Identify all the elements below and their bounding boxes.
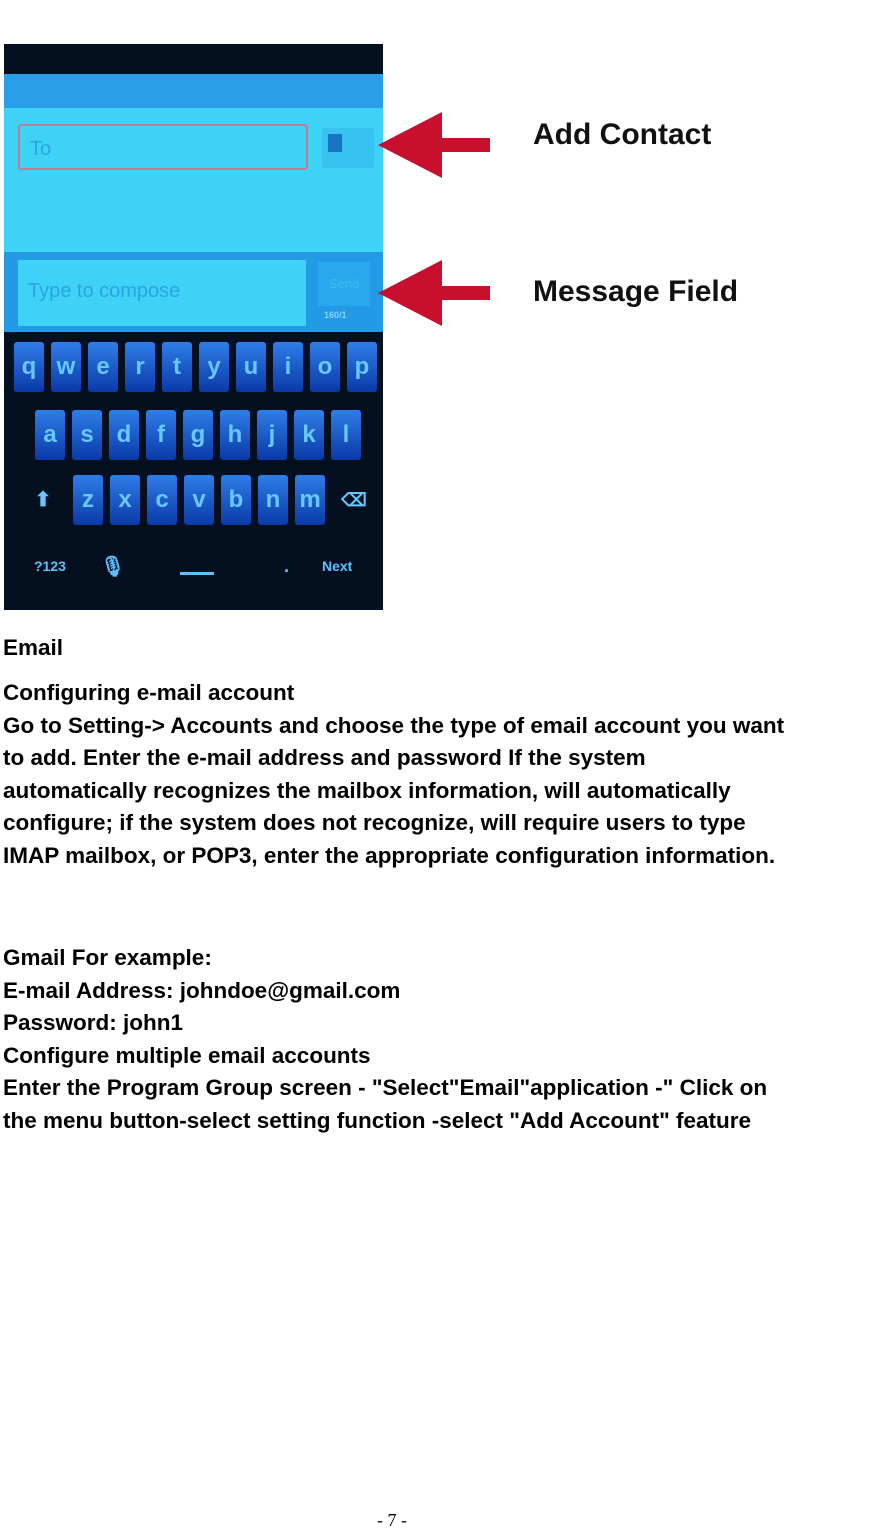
key-z[interactable]: z <box>73 475 103 525</box>
key-x[interactable]: x <box>110 475 140 525</box>
char-counter: 160/1 <box>324 310 347 320</box>
key-r[interactable]: r <box>125 342 155 392</box>
key-g[interactable]: g <box>183 410 213 460</box>
key-c[interactable]: c <box>147 475 177 525</box>
key-s[interactable]: s <box>72 410 102 460</box>
key-e[interactable]: e <box>88 342 118 392</box>
arrow-message-field-icon <box>376 260 491 326</box>
text-line: E-mail Address: johndoe@gmail.com <box>3 977 401 1003</box>
mic-icon[interactable]: 🎙 <box>100 556 126 578</box>
key-o[interactable]: o <box>310 342 340 392</box>
text-line: configure; if the system does not recognize, will require users to type <box>3 810 746 835</box>
text-line: Gmail For example: <box>3 945 212 970</box>
contact-icon <box>328 134 342 152</box>
message-field[interactable]: Type to compose <box>18 260 306 326</box>
key-u[interactable]: u <box>236 342 266 392</box>
title-bar <box>4 74 383 108</box>
key-w[interactable]: w <box>51 342 81 392</box>
key-p[interactable]: p <box>347 342 377 392</box>
add-contact-button[interactable] <box>322 128 374 168</box>
shift-key[interactable]: ⬆ <box>34 489 52 511</box>
key-k[interactable]: k <box>294 410 324 460</box>
add-contact-label: Add Contact <box>533 118 712 151</box>
text-line: automatically recognizes the mailbox information, will automatically <box>3 777 731 803</box>
arrow-add-contact-icon <box>376 112 491 178</box>
text-line: Password: john1 <box>3 1010 184 1035</box>
key-q[interactable]: q <box>14 342 44 392</box>
key-d[interactable]: d <box>109 410 139 460</box>
space-key[interactable] <box>180 558 214 575</box>
text-line: Go to Setting-> Accounts and choose the type of email account you want <box>3 712 785 738</box>
to-field[interactable]: To <box>18 124 308 170</box>
section-heading: Email <box>3 635 64 660</box>
text-line: the menu button-select setting function -select "Add Account" feature <box>3 1107 752 1133</box>
message-field-label: Message Field <box>533 275 739 308</box>
backspace-key[interactable]: ⌫ <box>341 490 367 510</box>
text-line: Configure multiple email accounts <box>3 1042 371 1068</box>
page-number: - 7 - <box>377 1510 407 1530</box>
phone-screenshot <box>4 44 383 610</box>
key-y[interactable]: y <box>199 342 229 392</box>
key-f[interactable]: f <box>146 410 176 460</box>
key-v[interactable]: v <box>184 475 214 525</box>
key-m[interactable]: m <box>295 475 325 525</box>
key-l[interactable]: l <box>331 410 361 460</box>
text-line: IMAP mailbox, or POP3, enter the appropriate configuration information. <box>3 842 776 868</box>
key-t[interactable]: t <box>162 342 192 392</box>
key-a[interactable]: a <box>35 410 65 460</box>
send-button[interactable]: Send <box>318 262 370 306</box>
next-key[interactable]: Next <box>322 558 353 574</box>
paragraph-gmail <box>3 942 767 1137</box>
key-j[interactable]: j <box>257 410 287 460</box>
paragraph-config <box>3 677 784 872</box>
text-line: Configuring e-mail account <box>3 680 295 705</box>
key-i[interactable]: i <box>273 342 303 392</box>
period-key[interactable]: . <box>284 556 290 576</box>
key-b[interactable]: b <box>221 475 251 525</box>
key-n[interactable]: n <box>258 475 288 525</box>
key-h[interactable]: h <box>220 410 250 460</box>
text-line: to add. Enter the e-mail address and password If the system <box>3 745 646 770</box>
symbols-key[interactable]: ?123 <box>34 558 66 574</box>
text-line: Enter the Program Group screen - "Select"Email"application -" Click on <box>3 1075 768 1100</box>
